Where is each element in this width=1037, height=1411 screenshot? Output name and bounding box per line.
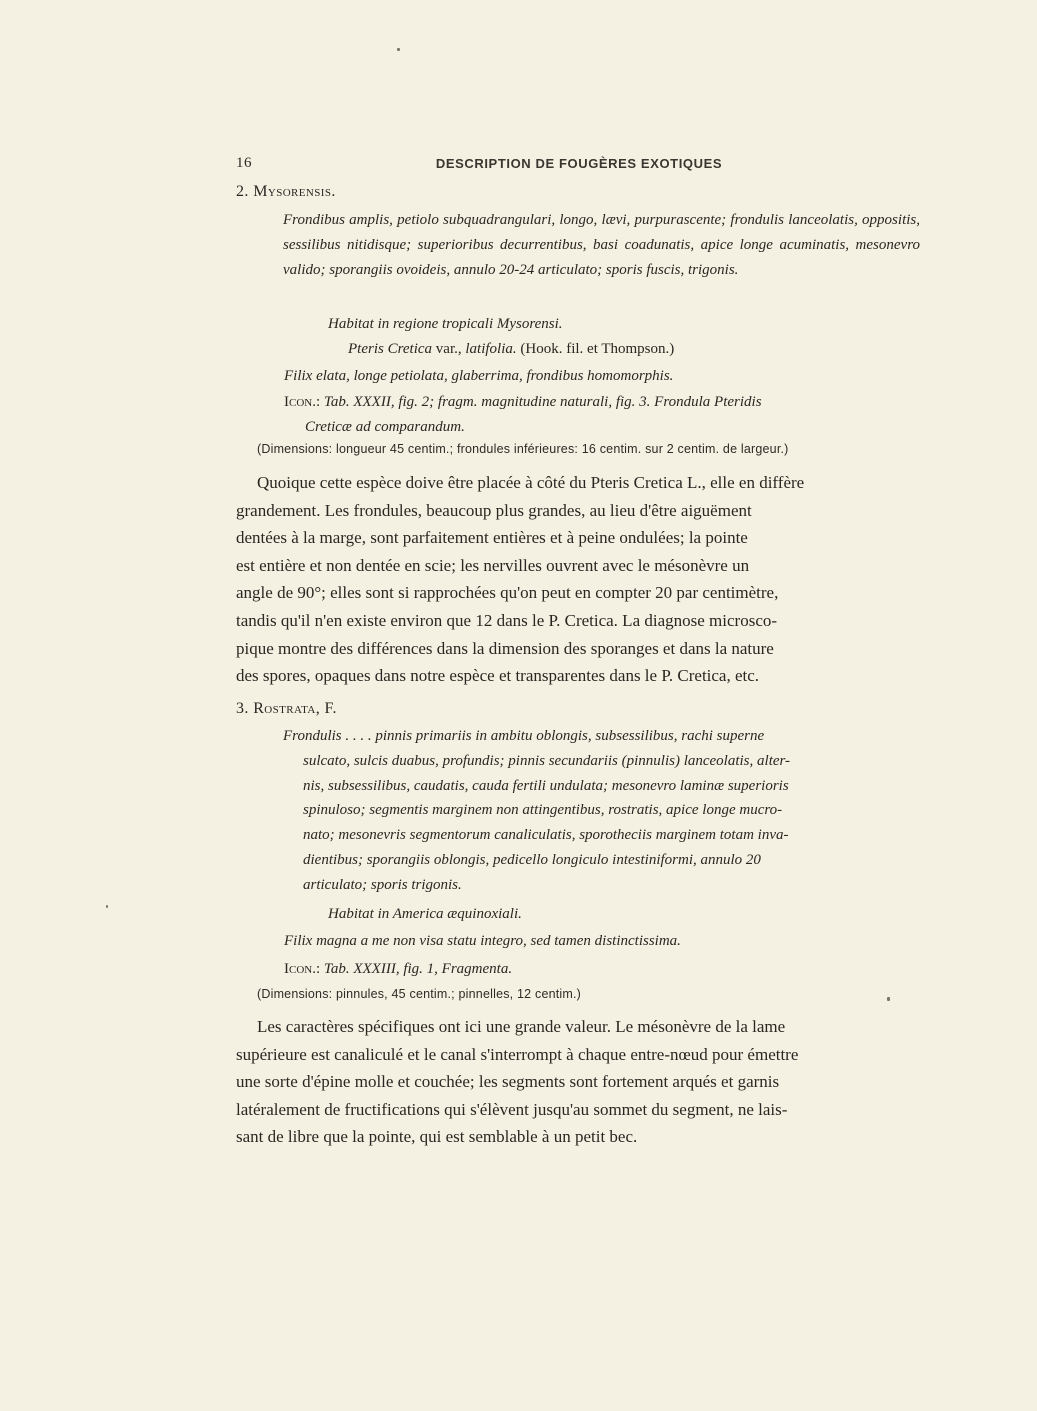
diagnosis-line: sulcato, sulcis duabus, profundis; pinnis secundariis (pinnulis) lanceolatis, alter-: [303, 752, 791, 769]
diagnosis-line: nis, subsessilibus, caudatis, cauda fertili undulata; mesonevro laminæ superioris: [303, 777, 789, 794]
species-heading: [236, 183, 336, 201]
description-line: pique montre des différences dans la dimension des sporanges et dans la nature: [236, 638, 774, 658]
print-speck: [106, 905, 108, 908]
diagnosis-line: nato; mesonevris segmentorum canaliculatis, sporotheciis marginem totam inva-: [303, 827, 789, 844]
description-line: supérieure est canaliculé et le canal s'interrompt à chaque entre-nœud pour émettre: [236, 1044, 799, 1064]
page-header: [236, 155, 922, 175]
species-authority: F.: [320, 700, 337, 717]
description-line: des spores, opaques dans notre espèce et transparentes dans le P. Cretica, etc.: [236, 666, 760, 686]
synonym-var: latifolia.: [465, 341, 517, 357]
diagnosis-line: spinuloso; segmentis marginem non attingentibus, rostratis, apice longe mucro-: [303, 802, 783, 819]
species-name: Mysorensis.: [253, 183, 336, 200]
icon-reference: [284, 957, 512, 981]
description-line: Quoique cette espèce doive être placée à côté du Pteris Cretica L., elle en diffère: [257, 473, 805, 492]
description-line: est entière et non dentée en scie; les nervilles ouvrent avec le mésonèvre un: [236, 555, 750, 575]
icon-label: Icon.:: [284, 394, 321, 410]
filix-line: Filix magna a me non visa statu integro, sed tamen distinctissima.: [284, 933, 681, 949]
dimensions-note: (Dimensions: longueur 45 centim.; frondules inférieures: 16 centim. sur 2 centim. de largeur.): [257, 442, 789, 456]
diagnosis-line: dientibus; sporangiis oblongis, pedicello longiculo intestiniformi, annulo 20: [303, 851, 761, 868]
icon-text-1: Tab. XXXII, fig. 2; fragm. magnitudine naturali, fig. 3. Frondula Pteridis: [323, 394, 762, 410]
synonym-rest: var.,: [432, 341, 466, 357]
synonym-name: Pteris Cretica: [348, 341, 433, 357]
description-paragraph: [236, 1013, 922, 1151]
description-line: dentées à la marge, sont parfaitement entières et à peine ondulées; la pointe: [236, 528, 748, 548]
description-line: grandement. Les frondules, beaucoup plus grandes, au lieu d'être aiguëment: [236, 500, 752, 520]
icon-text-2: Creticæ ad comparandum.: [305, 419, 465, 435]
synonym-authority: (Hook. fil. et Thompson.): [516, 341, 675, 357]
diagnosis-line: Frondulis . . . . pinnis primariis in ambitu oblongis, subsessilibus, rachi superne: [283, 728, 765, 744]
dimensions-note: (Dimensions: pinnules, 45 centim.; pinnelles, 12 centim.): [257, 987, 582, 1001]
running-title: DESCRIPTION DE FOUGÈRES EXOTIQUES: [435, 156, 723, 171]
print-speck: [887, 997, 890, 1001]
icon-label: Icon.:: [284, 961, 321, 977]
species-number: 2.: [236, 183, 249, 200]
latin-diagnosis: [283, 208, 923, 282]
latin-diagnosis: [283, 724, 923, 898]
description-paragraph: [236, 469, 922, 690]
description-line: tandis qu'il n'en existe environ que 12 dans le P. Cretica. La diagnose microsco-: [236, 610, 778, 630]
species-name: Rostrata,: [253, 700, 321, 717]
page-number: 16: [236, 155, 252, 171]
description-line: une sorte d'épine molle et couchée; les segments sont fortement arqués et garnis: [236, 1072, 780, 1092]
species-heading: [236, 700, 337, 718]
species-number: 3.: [236, 700, 249, 717]
diagnosis-line: articulato; sporis trigonis.: [303, 876, 462, 893]
description-line: Les caractères spécifiques ont ici une grande valeur. Le mésonèvre de la lame: [257, 1017, 786, 1036]
description-line: sant de libre que la pointe, qui est semblable à un petit bec.: [236, 1127, 638, 1147]
filix-line: Filix elata, longe petiolata, glaberrima, frondibus homomorphis.: [284, 368, 674, 384]
synonym-line: [348, 337, 674, 361]
diagnosis-text: Frondibus amplis, petiolo subquadrangulari, longo, lævi, purpurascente; frondulis lanceolatis, oppositis, sessilibus nitidisque; superioribus decurrentibus, basi coadunatis, apice longe acuminatis, mesonevro valido; sporangiis ovoideis, annulo 20-24 articulato; sporis fuscis, trigonis.: [283, 212, 920, 278]
icon-text: Tab. XXXIII, fig. 1, Fragmenta.: [323, 961, 513, 977]
icon-reference: [284, 390, 924, 414]
print-speck: [397, 48, 400, 51]
habitat-line: Habitat in America æquinoxiali.: [328, 906, 522, 922]
description-line: latéralement de fructifications qui s'élèvent jusqu'au sommet du segment, ne lais-: [236, 1099, 788, 1119]
habitat-line: Habitat in regione tropicali Mysorensi.: [328, 316, 563, 332]
description-line: angle de 90°; elles sont si rapprochées qu'on peut en compter 20 par centimètre,: [236, 583, 779, 603]
